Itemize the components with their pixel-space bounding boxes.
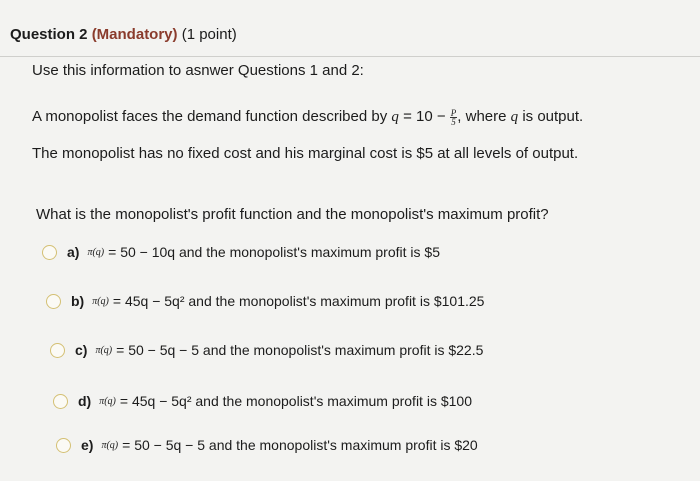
option-c[interactable] [50,342,483,358]
profit-symbol: π(q) [92,295,109,307]
profit-symbol: π(q) [101,439,119,451]
profit-symbol: π(q) [87,246,105,258]
option-b[interactable] [46,293,484,309]
points-label: (1 point) [181,26,237,43]
profit-symbol: π(q) [99,395,116,407]
option-text: = 45q − 5q² and the monopolist's maximum profit is $101.25 [112,293,485,309]
option-letter: c) [75,342,88,358]
option-letter: a) [67,244,80,260]
option-e[interactable] [56,437,478,453]
radio-button-icon[interactable] [46,294,61,309]
question-header [10,26,237,43]
radio-button-icon[interactable] [42,245,57,260]
option-a[interactable] [42,244,440,260]
option-text: = 50 − 5q − 5 and the monopolist's maximum profit is $22.5 [116,342,484,358]
radio-button-icon[interactable] [53,394,68,409]
header-divider [0,56,700,57]
fraction-denominator: 5 [451,116,456,127]
output-var: q [510,109,519,125]
problem-line-1 [32,108,583,126]
option-text: = 50 − 10q and the monopolist's maximum profit is $5 [108,244,440,260]
mandatory-label: (Mandatory) [91,26,178,43]
question-label: Question 2 [10,26,88,43]
demand-eq-mid: = 10 − [403,108,446,125]
option-d[interactable] [53,393,472,409]
problem-line-1-post: , where [457,108,507,125]
profit-symbol: π(q) [95,344,113,356]
option-text: = 45q − 5q² and the monopolist's maximum profit is $100 [119,393,472,409]
option-letter: b) [71,293,85,309]
option-letter: e) [81,437,94,453]
intro-text: Use this information to asnwer Questions 1 and 2: [32,62,364,79]
problem-line-1-end: is output. [522,108,584,125]
fraction-numerator: P [450,107,457,118]
problem-line-1-pre: A monopolist faces the demand function described by [32,108,388,125]
problem-line-2: The monopolist has no fixed cost and his marginal cost is $5 at all levels of output. [32,145,579,162]
question-text: What is the monopolist's profit function and the monopolist's maximum profit? [36,206,549,223]
radio-button-icon[interactable] [56,438,71,453]
demand-q: q [391,109,399,125]
radio-button-icon[interactable] [50,343,65,358]
option-letter: d) [78,393,92,409]
option-text: = 50 − 5q − 5 and the monopolist's maximum profit is $20 [122,437,478,453]
